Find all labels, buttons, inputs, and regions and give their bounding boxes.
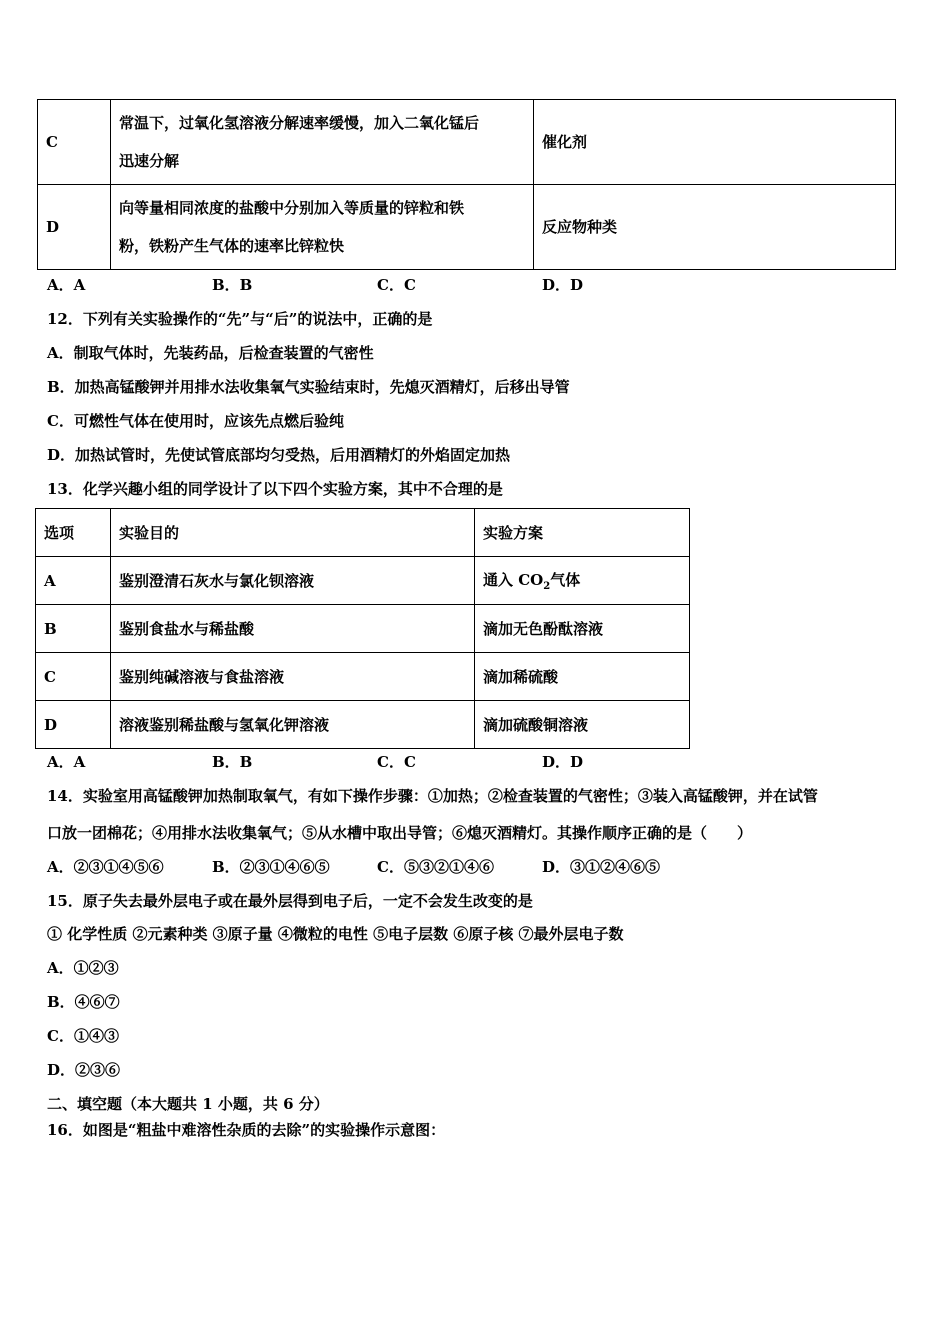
section-title: 二、填空题（本大题共 1 小题，共 6 分）: [47, 1095, 329, 1113]
q12-option: B．加热高锰酸钾并用排水法收集氧气实验结束时，先熄灭酒精灯，后移出导管: [47, 378, 570, 396]
choice: C．C: [377, 276, 416, 294]
choice: A．A: [47, 276, 86, 294]
table-row: [38, 185, 896, 270]
q13-table: [35, 508, 690, 749]
option-cell: A: [36, 557, 111, 605]
table-row: [36, 653, 690, 701]
purpose-cell: 鉴别食盐水与稀盐酸: [111, 605, 475, 653]
plan-text: 通入 CO: [483, 571, 544, 589]
q13-choices: [47, 751, 907, 771]
choice: A．A: [47, 753, 86, 771]
table-row: [36, 701, 690, 749]
plan-cell: 滴加稀硫酸: [475, 653, 690, 701]
plan-cell: 滴加无色酚酞溶液: [475, 605, 690, 653]
header-cell: 实验方案: [475, 509, 690, 557]
choice: D．D: [542, 753, 584, 771]
choice: C．⑤③②①④⑥: [377, 858, 494, 876]
description-line: 迅速分解: [119, 152, 180, 170]
header-cell: 选项: [36, 509, 111, 557]
q12-option: A．制取气体时，先装药品，后检查装置的气密性: [47, 344, 374, 362]
q14-line: 14．实验室用高锰酸钾加热制取氧气，有如下操作步骤：①加热；②检查装置的气密性；③装入高锰酸钾，并在试管: [47, 787, 818, 805]
option-cell: D: [38, 185, 111, 270]
q15-option: C．①④③: [47, 1027, 119, 1045]
factor-cell: 反应物种类: [534, 185, 896, 270]
plan-cell: [475, 557, 690, 605]
q15-option: A．①②③: [47, 959, 119, 977]
plan-cell: 滴加硫酸铜溶液: [475, 701, 690, 749]
table-row: [36, 557, 690, 605]
table-row: [38, 100, 896, 185]
q12-option: C．可燃性气体在使用时，应该先点燃后验纯: [47, 412, 344, 430]
q14-line: 口放一团棉花；④用排水法收集氧气；⑤从水槽中取出导管；⑥熄灭酒精灯。其操作顺序正确的是（ ）: [47, 824, 753, 842]
option-cell: B: [36, 605, 111, 653]
purpose-cell: 溶液鉴别稀盐酸与氢氧化钾溶液: [111, 701, 475, 749]
q15-items: ① 化学性质 ②元素种类 ③原子量 ④微粒的电性 ⑤电子层数 ⑥原子核 ⑦最外层电子数: [47, 925, 624, 943]
option-cell: C: [36, 653, 111, 701]
description-line: 向等量相同浓度的盐酸中分别加入等质量的锌粒和铁: [119, 199, 465, 217]
choice: B．②③①④⑥⑤: [212, 858, 330, 876]
choice: C．C: [377, 753, 416, 771]
q13-stem: 13．化学兴趣小组的同学设计了以下四个实验方案，其中不合理的是: [47, 480, 503, 498]
choice: D．D: [542, 276, 584, 294]
q11-choices: [47, 274, 907, 294]
q14-choices: [47, 856, 907, 876]
header-cell: 实验目的: [111, 509, 475, 557]
q15-option: D．②③⑥: [47, 1061, 121, 1079]
option-cell: C: [38, 100, 111, 185]
description-cell: [111, 100, 534, 185]
choice: D．③①②④⑥⑤: [542, 858, 661, 876]
choice: B．B: [212, 753, 253, 771]
purpose-cell: 鉴别纯碱溶液与食盐溶液: [111, 653, 475, 701]
choice: A．②③①④⑤⑥: [47, 858, 164, 876]
table-header-row: [36, 509, 690, 557]
choice: B．B: [212, 276, 253, 294]
purpose-cell: 鉴别澄清石灰水与氯化钡溶液: [111, 557, 475, 605]
q12-option: D．加热试管时，先使试管底部均匀受热，后用酒精灯的外焰固定加热: [47, 446, 511, 464]
description-line: 粉，铁粉产生气体的速率比锌粒快: [119, 237, 345, 255]
description-cell: [111, 185, 534, 270]
q15-stem: 15．原子失去最外层电子或在最外层得到电子后，一定不会发生改变的是: [47, 892, 533, 910]
q16-stem: 16．如图是“粗盐中难溶性杂质的去除”的实验操作示意图：: [47, 1121, 446, 1139]
subscript: 2: [543, 581, 551, 592]
q15-option: B．④⑥⑦: [47, 993, 120, 1011]
option-cell: D: [36, 701, 111, 749]
factor-cell: 催化剂: [534, 100, 896, 185]
q12-stem: 12．下列有关实验操作的“先”与“后”的说法中，正确的是: [47, 310, 433, 328]
plan-text: 气体: [550, 571, 581, 589]
q11-table: [37, 99, 896, 270]
description-line: 常温下，过氧化氢溶液分解速率缓慢，加入二氧化锰后: [119, 114, 480, 132]
table-row: [36, 605, 690, 653]
